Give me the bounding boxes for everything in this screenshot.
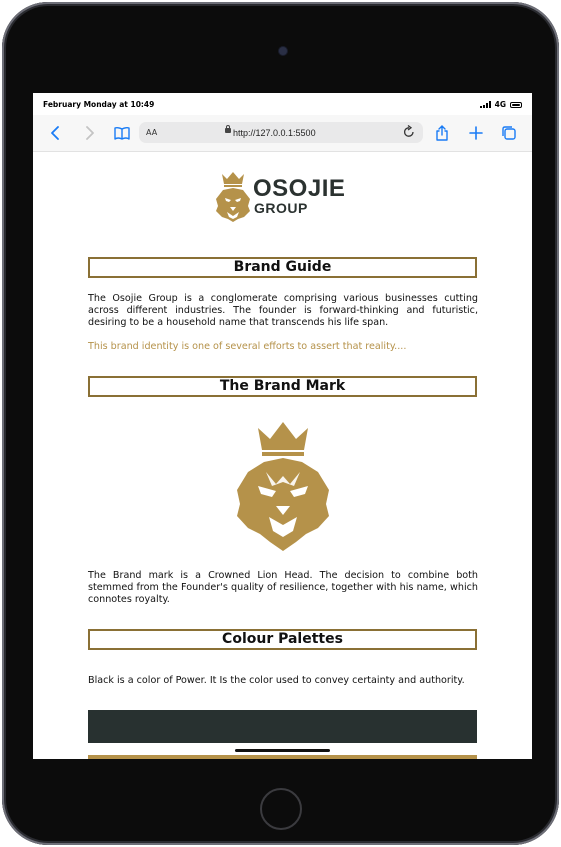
browser-toolbar bbox=[33, 115, 532, 152]
colour-palettes-heading: Colour Palettes bbox=[88, 629, 477, 650]
brand-guide-heading: Brand Guide bbox=[88, 257, 477, 278]
bookmarks-icon[interactable] bbox=[113, 124, 131, 142]
back-icon[interactable] bbox=[47, 124, 65, 142]
address-bar[interactable] bbox=[139, 122, 423, 143]
web-page bbox=[33, 152, 532, 759]
tablet-device bbox=[2, 2, 559, 845]
text-size-button[interactable]: AA bbox=[146, 128, 158, 137]
network-label: 4G bbox=[494, 100, 506, 109]
status-bar bbox=[33, 93, 532, 115]
share-icon[interactable] bbox=[433, 124, 451, 142]
status-indicators bbox=[480, 100, 522, 109]
osojie-logo[interactable] bbox=[213, 171, 353, 223]
url-text[interactable]: http://127.0.0.1:5500 bbox=[233, 128, 316, 138]
logo-wordmark: OSOJIE bbox=[253, 175, 346, 202]
lock-icon bbox=[225, 128, 231, 133]
signal-icon bbox=[480, 101, 491, 108]
logo-subword: GROUP bbox=[254, 200, 308, 216]
black-colour-description: Black is a color of Power. It Is the color used to convey certainty and authority. bbox=[88, 675, 465, 686]
tabs-overview-icon[interactable] bbox=[500, 124, 518, 142]
screen bbox=[33, 93, 532, 759]
black-colour-swatch bbox=[88, 710, 477, 743]
home-indicator[interactable] bbox=[235, 749, 330, 752]
crowned-lion-icon bbox=[236, 420, 330, 552]
brand-mark-description: The Brand mark is a Crowned Lion Head. The decision to combine both stemmed from the Founder's quality of resilience, together with his name, which connotes royalty. bbox=[88, 570, 478, 605]
home-button[interactable] bbox=[260, 788, 302, 830]
brand-guide-intro: The Osojie Group is a conglomerate comprising various businesses cutting across different industries. The founder is forward-thinking and futuristic, desiring to be a household name that transcends his life span. bbox=[88, 293, 478, 328]
status-time: February Monday at 10:49 bbox=[43, 100, 155, 109]
new-tab-icon[interactable] bbox=[467, 124, 485, 142]
reload-icon[interactable] bbox=[403, 125, 415, 142]
gold-colour-swatch bbox=[88, 755, 477, 759]
forward-icon[interactable] bbox=[80, 124, 98, 142]
lion-logo-icon bbox=[213, 171, 253, 223]
front-camera bbox=[278, 46, 288, 56]
brand-mark-heading: The Brand Mark bbox=[88, 376, 477, 397]
brand-guide-highlight: This brand identity is one of several efforts to assert that reality.... bbox=[88, 341, 407, 352]
battery-icon bbox=[510, 102, 522, 108]
